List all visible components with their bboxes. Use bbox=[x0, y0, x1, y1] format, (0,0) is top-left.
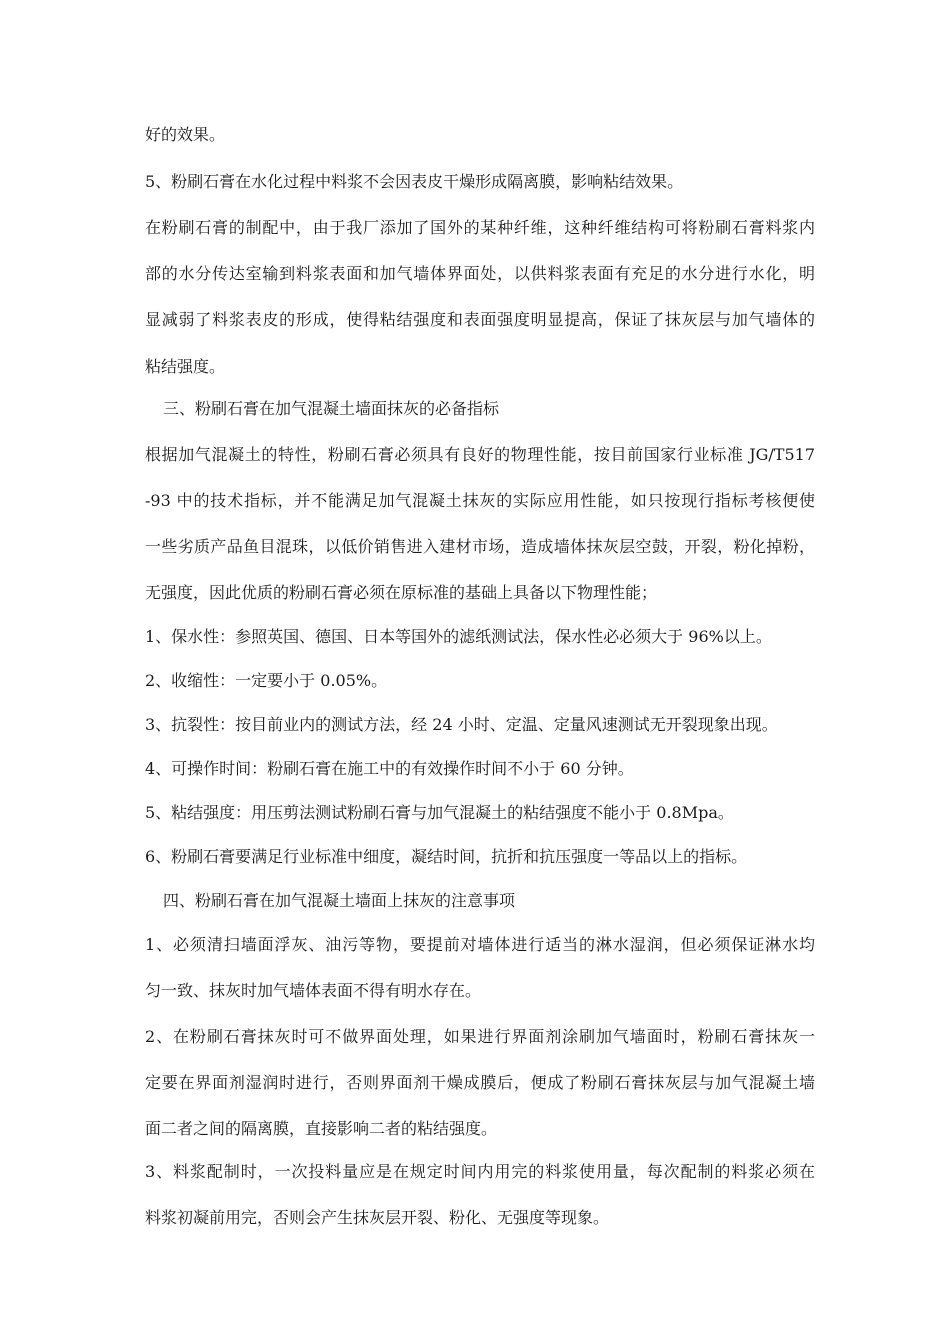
list-item: 1、保水性：参照英国、德国、日本等国外的滤纸测试法，保水性必必须大于 96%以上。 bbox=[145, 627, 772, 646]
paragraph-line: 无强度，因此优质的粉刷石膏必须在原标准的基础上具备以下物理性能； bbox=[145, 583, 658, 602]
paragraph-line: 在粉刷石膏的制配中，由于我厂添加了国外的某种纤维，这种纤维结构可将粉刷石膏料浆内 bbox=[145, 218, 815, 237]
paragraph-line: 面二者之间的隔离膜，直接影响二者的粘结强度。 bbox=[145, 1119, 498, 1138]
paragraph-line: -93 中的技术指标，并不能满足加气混凝土抹灰的实际应用性能，如只按现行指标考核便使 bbox=[145, 491, 815, 510]
paragraph-line: 料浆初凝前用完，否则会产生抹灰层开裂、粉化、无强度等现象。 bbox=[145, 1208, 610, 1227]
paragraph-line: 粘结强度。 bbox=[145, 357, 226, 376]
paragraph-line: 定要在界面剂湿润时进行，否则界面剂干燥成膜后，便成了粉刷石膏抹灰层与加气混凝土墙 bbox=[145, 1073, 815, 1092]
paragraph-line: 2、在粉刷石膏抹灰时可不做界面处理，如果进行界面剂涂刷加气墙面时，粉刷石膏抹灰一 bbox=[145, 1027, 815, 1046]
section-heading: 四、粉刷石膏在加气混凝土墙面上抹灰的注意事项 bbox=[163, 891, 516, 910]
paragraph-line: 部的水分传达室输到料浆表面和加气墙体界面处，以供料浆表面有充足的水分进行水化，明 bbox=[145, 264, 815, 283]
paragraph-line: 5、粉刷石膏在水化过程中料浆不会因表皮干燥形成隔离膜，影响粘结效果。 bbox=[145, 172, 684, 191]
paragraph-line: 1、必须清扫墙面浮灰、油污等物，要提前对墙体进行适当的淋水湿润，但必须保证淋水均 bbox=[145, 935, 815, 954]
list-item: 4、可操作时间：粉刷石膏在施工中的有效操作时间不小于 60 分钟。 bbox=[145, 759, 634, 778]
list-item: 6、粉刷石膏要满足行业标准中细度，凝结时间，抗折和抗压强度一等品以上的指标。 bbox=[145, 847, 748, 866]
section-heading: 三、粉刷石膏在加气混凝土墙面抹灰的必备指标 bbox=[163, 399, 500, 418]
list-item: 5、粘结强度：用压剪法测试粉刷石膏与加气混凝土的粘结强度不能小于 0.8Mpa。 bbox=[145, 803, 734, 822]
paragraph-line: 根据加气混凝土的特性，粉刷石膏必须具有良好的物理性能，按目前国家行业标准 JG/T517 bbox=[145, 445, 815, 464]
paragraph-line: 匀一致、抹灰时加气墙体表面不得有明水存在。 bbox=[145, 981, 482, 1000]
paragraph-line: 3、料浆配制时，一次投料量应是在规定时间内用完的料浆使用量，每次配制的料浆必须在 bbox=[145, 1162, 815, 1181]
paragraph-line: 好的效果。 bbox=[145, 125, 226, 144]
list-item: 2、收缩性：一定要小于 0.05%。 bbox=[145, 671, 388, 690]
list-item: 3、抗裂性：按目前业内的测试方法，经 24 小时、定温、定量风速测试无开裂现象出现。 bbox=[145, 715, 778, 734]
paragraph-line: 显减弱了料浆表皮的形成，使得粘结强度和表面强度明显提高，保证了抹灰层与加气墙体的 bbox=[145, 310, 815, 329]
paragraph-line: 一些劣质产品鱼目混珠，以低价销售进入建材市场，造成墙体抹灰层空鼓，开裂，粉化掉粉， bbox=[145, 537, 815, 556]
